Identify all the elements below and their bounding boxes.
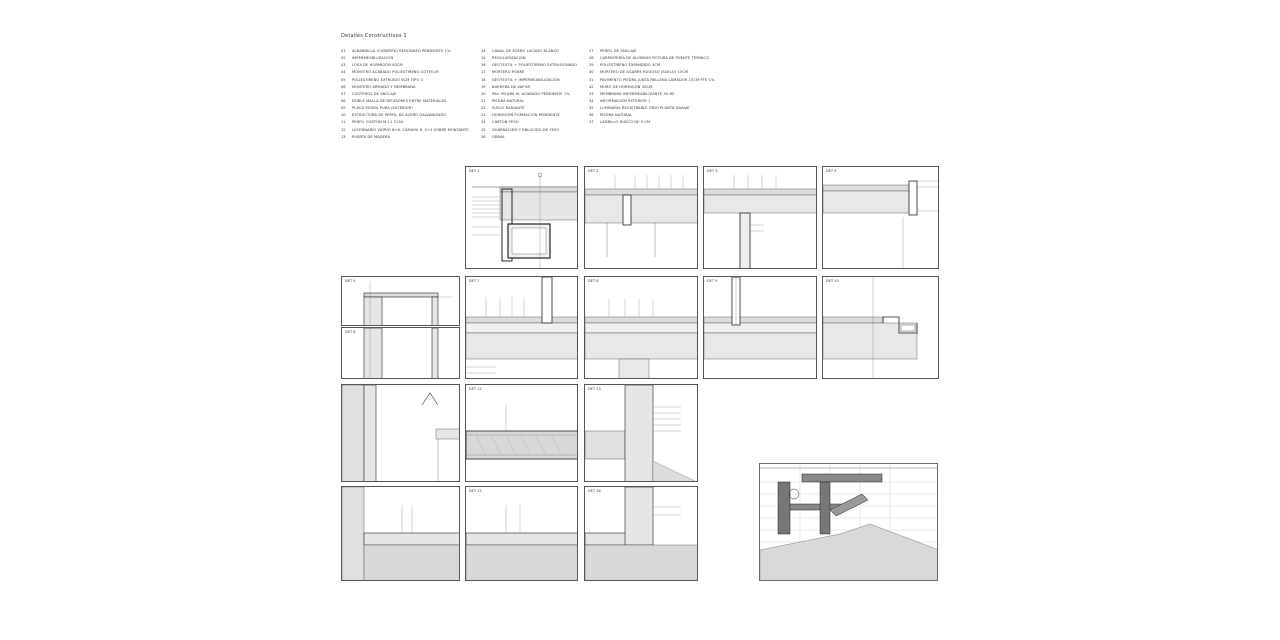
section-drawing [342,385,460,482]
legend-item-text: HORMIGÓN FORMACIÓN PENDIENTE [492,113,560,118]
legend-item [589,98,715,105]
legend-item [481,69,577,76]
legend-item [589,77,715,84]
legend-item-text: MORTERO DE AGARRE RUGOSO (SUELO) 15CM [600,70,689,75]
legend-item-number: 16 [481,63,486,68]
detail-panel-3 [703,166,817,269]
panel-label: DET 1 [469,169,480,173]
legend-item-number: 09 [341,106,346,111]
legend-item-text: DOBLE MALLA DE DIFUSORES ENTRE MATERIALES [352,98,447,103]
detail-panel-8 [584,276,698,379]
sheet-title: Detalles Constructivos 1 [341,33,407,39]
legend-item-number: 26 [481,134,486,139]
legend-item [589,105,715,112]
legend-item-number: 25 [481,127,486,132]
legend-item-text: MORTERO POBRE [492,70,525,75]
legend-item-number: 31 [589,77,594,82]
legend-item-text: PERFIL DE ANCLAJE [600,49,637,53]
legend-item-text: PERFIL COSTÓN M-11 2154 [352,120,404,125]
legend-column-1 [341,48,469,141]
legend-item-number: 05 [341,77,346,82]
panel-label: DET 9 [707,279,718,283]
section-drawing [704,167,817,269]
legend-item [589,119,715,126]
legend-item-number: 36 [589,113,594,118]
section-drawing [466,277,578,379]
legend-item-text: PIEDRA NATURAL [600,113,633,118]
legend-item-text: MURO DE HORMIGÓN 30CM [600,84,653,89]
detail-panel-9 [703,276,817,379]
legend-item [589,91,715,98]
site-section-overview [759,463,938,581]
section-drawing [342,277,460,326]
detail-panel-1 [465,166,578,269]
panel-label: DET 8 [588,279,599,283]
section-drawing [585,277,698,379]
detail-panel-15 [465,486,578,581]
legend-item-number: 02 [341,56,346,61]
legend-item [481,127,577,134]
legend-item-text: LUCERNARIO VIDRIO 6+6, CÁMARA 6, 3+3 SOBRE MONTANTE [352,127,469,132]
legend-item [481,55,577,62]
legend-column-2 [481,48,577,141]
panel-label: DET 12 [469,387,482,391]
legend-item-number: 29 [589,63,594,68]
legend-item-number: 14 [481,49,486,53]
legend-item-number: 24 [481,120,486,125]
legend-item [341,84,469,91]
legend-item [481,98,577,105]
legend-item [341,77,469,84]
legend-item [481,62,577,69]
legend-item-number: 15 [481,56,486,61]
section-drawing [823,277,939,379]
legend-item-number: 34 [589,98,594,103]
legend-item-text: CANAL DE ACERO LACADO BLANCO [492,49,560,53]
legend-item-number: 30 [589,70,594,75]
legend-item-number: 03 [341,63,346,68]
legend-item-number: 32 [589,84,594,89]
legend-item [589,69,715,76]
legend-item-text: PAV. PIEDRA M. ACABADO PENDIENTE 1% [492,91,570,96]
detail-panel-6 [341,327,460,379]
legend-item-number: 01 [341,49,346,53]
legend-item-text: LOSA DE HORMIGÓN 40CM [352,63,403,68]
panel-label: DET 13 [588,387,601,391]
section-drawing [466,167,578,269]
section-drawing [823,167,939,269]
legend-item [341,127,469,134]
panel-label: DET 5 [345,279,356,283]
legend-item-number: 06 [341,84,346,89]
legend-item [589,55,715,62]
legend-item [341,112,469,119]
legend-item [341,91,469,98]
detail-panel-12 [465,384,578,482]
legend-item-number: 20 [481,91,486,96]
detail-panel-13 [584,384,698,482]
panel-label: DET 7 [469,279,480,283]
legend-item-text: BARRERA DE VAPOR [492,84,531,89]
legend-item-text: ESTRUCTURA DE PERFIL DE ACERO GALVANIZADO [352,113,447,118]
section-drawing [342,328,460,379]
legend-item-number: 21 [481,98,486,103]
legend-item-number: 22 [481,106,486,111]
legend-item-text: GRAVA [492,134,505,139]
legend-item-text: CARPINTERÍA DE ALUMINIO ROTURA DE PUENTE TÉRMICO [600,56,709,61]
panel-label: DET 6 [345,330,356,334]
legend-item [481,105,577,112]
legend-item-text: GUARNECIDO Y ENLUCIDO DE YESO [492,127,560,132]
section-drawing [342,487,460,581]
legend-item-number: 18 [481,77,486,82]
detail-panel-7 [465,276,578,379]
legend-item [341,62,469,69]
legend-item-number: 17 [481,70,486,75]
legend-item-text: PIEDRA NATURAL [492,98,525,103]
legend-item [341,119,469,126]
panel-label: DET 15 [469,489,482,493]
legend-item-text: PAVIMENTO PIEDRA JUNTA RELLENA LAMADOR 15CM PTE 1% [600,77,715,82]
legend-item [481,119,577,126]
legend-item [341,98,469,105]
legend-item-text: POLIESTIRENO EXPANDIDO 3CM [600,63,661,68]
legend-item [481,112,577,119]
legend-item-number: 19 [481,84,486,89]
panel-label: DET 2 [588,169,599,173]
legend-item [481,91,577,98]
detail-panel-16 [584,486,698,581]
legend-item-number: 33 [589,91,594,96]
section-drawing [704,277,817,379]
legend-item-number: 27 [589,49,594,53]
legend-item-number: 07 [341,91,346,96]
legend-item-text: MONTERO ARMADO Y MEMBRANA [352,84,416,89]
legend-item-text: ALBARDILLA (CUBIERTA) REDONDEO PENDIENTE 1% [352,49,451,53]
legend-item-text: CARTÓN YESO [492,120,519,125]
legend-item-number: 13 [341,134,346,139]
legend-item-number: 37 [589,120,594,125]
legend-item [589,48,715,55]
detail-panel-14 [341,486,460,581]
legend-item [589,84,715,91]
legend-item-number: 28 [589,56,594,61]
section-drawing [466,487,578,581]
legend-item [341,55,469,62]
legend-item-text: LADRILLO HUECO DE 9 CM [600,120,651,125]
legend-item-text: SUELO RADIANTE [492,106,525,111]
panel-label: DET 10 [826,279,839,283]
detail-panel-5 [341,276,460,326]
legend-item-text: GEOTEXTIL + POLIESTIRENO EXTRUSIONADO [492,63,578,68]
legend-item-text: POLIESTIRENO EXTRUIDO 6CM TIPO 3 [352,77,424,82]
legend-item-text: GEOTEXTIL + IMPERMEABILIZACIÓN [492,77,560,82]
section-drawing [466,385,578,482]
panel-label: DET 4 [826,169,837,173]
legend-item [589,62,715,69]
legend-item-number: 11 [341,120,346,125]
legend-item-number: 08 [341,98,346,103]
legend-item-text: INFORMACIÓN EXTERIOR 1 [600,98,651,103]
legend-item-text: IMPERMEABILIZACIÓN [352,56,394,61]
detail-panel-11 [341,384,460,482]
section-drawing [585,385,698,482]
legend-item [481,134,577,141]
detail-panel-2 [584,166,698,269]
legend-item-text: PUERTA DE MADERA [352,134,391,139]
panel-label: DET 16 [588,489,601,493]
legend-item-number: 12 [341,127,346,132]
legend-item-text: PLACA RÍGIDA PURA (EXTERIOR) [352,106,413,111]
legend-item-text: MONTERO ACABADO POLIESTIRENO COTEO-M [352,70,439,75]
legend-item-number: 04 [341,70,346,75]
legend-item-number: 35 [589,106,594,111]
overview-drawing [760,464,938,581]
legend-item [481,48,577,55]
detail-panel-4 [822,166,939,269]
detail-panel-10 [822,276,939,379]
panel-label: DET 3 [707,169,718,173]
legend-item [341,105,469,112]
legend-item-text: COSTEROS DE ANCLAJE [352,91,397,96]
legend-item-text: REGULARIZACIÓN [492,56,526,61]
legend-item-text: LUMINARIA REGISTRABLE OÍDO PLANTA GARAJE [600,106,690,111]
legend-item [589,112,715,119]
section-drawing [585,167,698,269]
legend-item [481,84,577,91]
legend-item-text: MEMBRANA IMPERMEABILIZANTE 40-RE [600,91,675,96]
legend-item [341,69,469,76]
legend-column-3 [589,48,715,127]
legend-item-number: 23 [481,113,486,118]
legend-item [341,134,469,141]
legend-item [481,77,577,84]
section-drawing [585,487,698,581]
legend-item [341,48,469,55]
legend-item-number: 10 [341,113,346,118]
